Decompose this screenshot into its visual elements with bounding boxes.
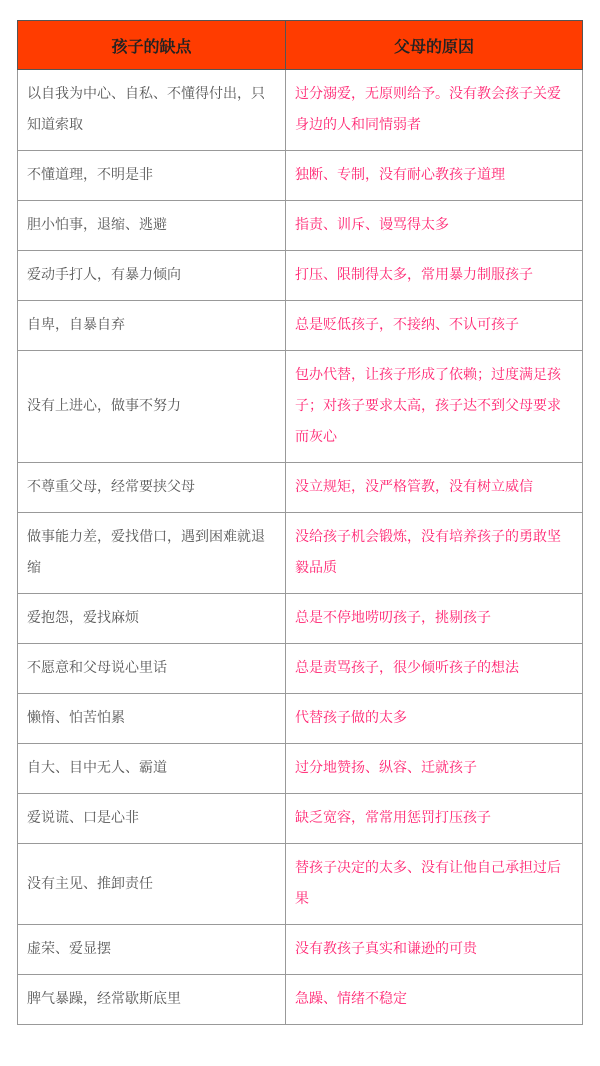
cause-cell: 过分地赞扬、纵容、迁就孩子 — [286, 744, 583, 794]
table-row — [18, 513, 583, 594]
cause-cell: 没立规矩，没严格管教，没有树立威信 — [286, 463, 583, 513]
flaw-cell: 爱抱怨，爱找麻烦 — [18, 594, 286, 644]
cause-cell: 没给孩子机会锻炼，没有培养孩子的勇敢坚毅品质 — [286, 513, 583, 594]
cause-cell: 独断、专制，没有耐心教孩子道理 — [286, 151, 583, 201]
flaw-cell: 不懂道理，不明是非 — [18, 151, 286, 201]
cause-cell: 过分溺爱，无原则给予。没有教会孩子关爱身边的人和同情弱者 — [286, 70, 583, 151]
flaw-cell: 脾气暴躁，经常歇斯底里 — [18, 975, 286, 1025]
table-row — [18, 351, 583, 463]
flaw-cell: 没有主见、推卸责任 — [18, 844, 286, 925]
flaw-cell: 胆小怕事，退缩、逃避 — [18, 201, 286, 251]
flaw-cell: 虚荣、爱显摆 — [18, 925, 286, 975]
table-row — [18, 975, 583, 1025]
cause-cell: 包办代替，让孩子形成了依赖；过度满足孩子；对孩子要求太高，孩子达不到父母要求而灰心 — [286, 351, 583, 463]
table-row — [18, 744, 583, 794]
table-row — [18, 301, 583, 351]
table-row — [18, 794, 583, 844]
flaw-cause-table — [17, 20, 583, 1025]
table-row — [18, 201, 583, 251]
table-row — [18, 844, 583, 925]
table-row — [18, 463, 583, 513]
flaw-cell: 自卑，自暴自弃 — [18, 301, 286, 351]
cause-cell: 总是不停地唠叨孩子，挑剔孩子 — [286, 594, 583, 644]
cause-cell: 打压、限制得太多，常用暴力制服孩子 — [286, 251, 583, 301]
table-row — [18, 151, 583, 201]
header-cause: 父母的原因 — [286, 21, 583, 70]
flaw-cell: 爱动手打人，有暴力倾向 — [18, 251, 286, 301]
table-header — [18, 21, 583, 70]
cause-cell: 总是责骂孩子，很少倾听孩子的想法 — [286, 644, 583, 694]
table-row — [18, 251, 583, 301]
table-row — [18, 925, 583, 975]
table-row — [18, 594, 583, 644]
header-flaw: 孩子的缺点 — [18, 21, 286, 70]
cause-cell: 代替孩子做的太多 — [286, 694, 583, 744]
table-row — [18, 70, 583, 151]
flaw-cell: 不愿意和父母说心里话 — [18, 644, 286, 694]
table-row — [18, 694, 583, 744]
cause-cell: 替孩子决定的太多、没有让他自己承担过后果 — [286, 844, 583, 925]
cause-cell: 总是贬低孩子，不接纳、不认可孩子 — [286, 301, 583, 351]
flaw-cell: 以自我为中心、自私、不懂得付出，只知道索取 — [18, 70, 286, 151]
cause-cell: 没有教孩子真实和谦逊的可贵 — [286, 925, 583, 975]
cause-cell: 急躁、情绪不稳定 — [286, 975, 583, 1025]
header-row — [18, 21, 583, 70]
flaw-cell: 做事能力差，爱找借口，遇到困难就退缩 — [18, 513, 286, 594]
flaw-cell: 不尊重父母，经常要挟父母 — [18, 463, 286, 513]
cause-cell: 指责、训斥、谩骂得太多 — [286, 201, 583, 251]
flaw-cell: 懒惰、怕苦怕累 — [18, 694, 286, 744]
table-body — [18, 70, 583, 1025]
flaw-cell: 爱说谎、口是心非 — [18, 794, 286, 844]
cause-cell: 缺乏宽容，常常用惩罚打压孩子 — [286, 794, 583, 844]
table-row — [18, 644, 583, 694]
flaw-cell: 自大、目中无人、霸道 — [18, 744, 286, 794]
flaw-cell: 没有上进心，做事不努力 — [18, 351, 286, 463]
